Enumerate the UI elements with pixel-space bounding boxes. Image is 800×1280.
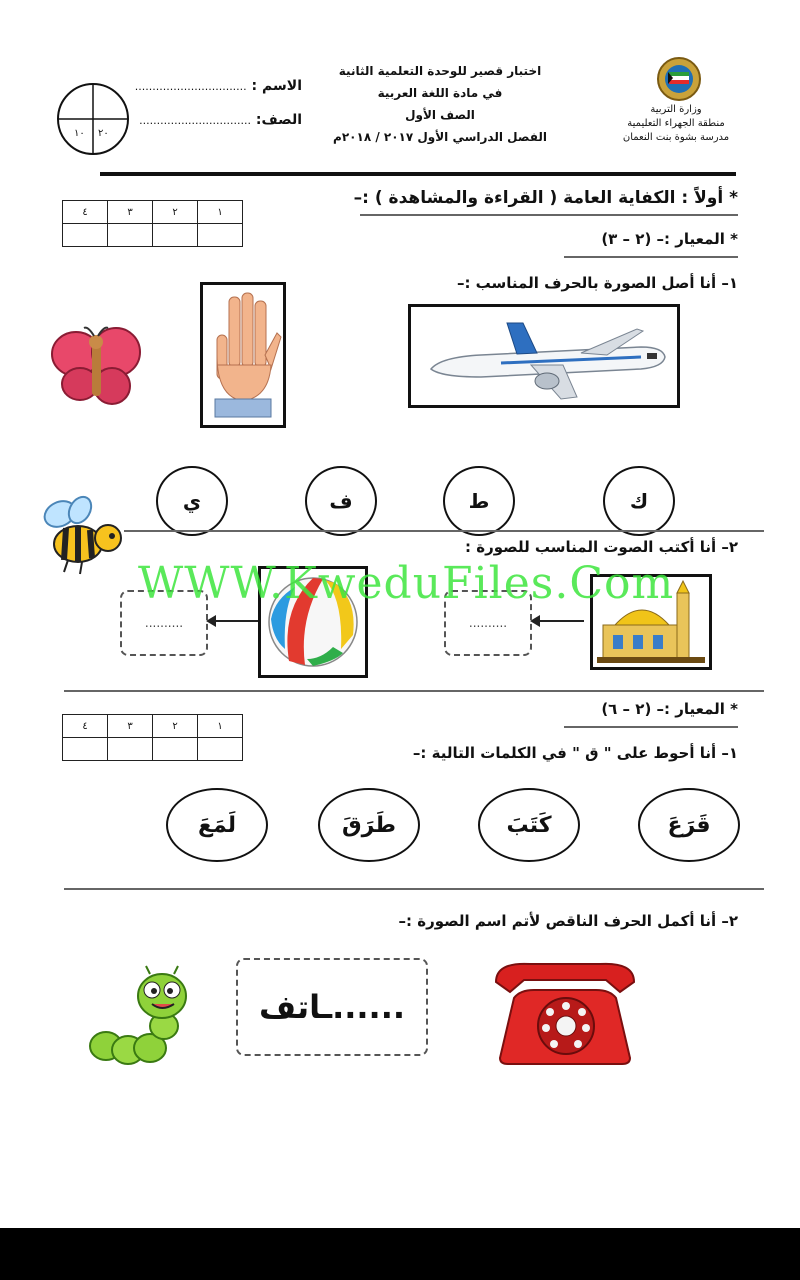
divider-3 <box>64 888 764 890</box>
q1-prompt: ١– أنا أصل الصورة بالحرف المناسب :– <box>456 274 738 292</box>
q2-prompt: ٢– أنا أكتب الصوت المناسب للصورة : <box>465 538 738 556</box>
answer-box-mosque[interactable]: .......... <box>444 590 532 656</box>
class-field[interactable] <box>130 112 302 128</box>
s2-q2-prompt: ٢– أنا أكمل الحرف الناقص لأتم اسم الصورة :– <box>398 912 738 930</box>
grade-table-1 <box>62 200 243 247</box>
school-info <box>606 104 746 143</box>
grade-blank[interactable] <box>108 224 153 247</box>
divider-2 <box>64 690 764 692</box>
divider-1 <box>124 530 764 532</box>
airplane-picture-frame <box>408 304 680 408</box>
watermark: WWW.KweduFiles.Com <box>138 558 675 609</box>
arrow-left-icon <box>206 613 260 632</box>
word-oval-4[interactable]: لَمَعَ <box>166 788 268 862</box>
grade-cell: ٢ <box>153 715 198 738</box>
ministry-name: وزارة التربية <box>650 104 702 115</box>
grade-cell: ١ <box>198 201 243 224</box>
score-max-right: ٢٠ <box>98 128 109 139</box>
exam-title-line-2: في مادة اللغة العربية <box>377 86 503 100</box>
ministry-emblem-icon <box>656 56 702 102</box>
class-label: الصف: <box>255 112 302 128</box>
grade-blank[interactable] <box>63 738 108 761</box>
section1-title-underline <box>360 214 738 216</box>
exam-title-line-1: اختبار قصير للوحدة التعلمية الثانية <box>338 64 542 78</box>
word-oval-3[interactable]: طَرَقَ <box>318 788 420 862</box>
grade-blank[interactable] <box>198 224 243 247</box>
airplane-icon <box>411 307 677 405</box>
name-field[interactable] <box>130 78 302 94</box>
s2-q1-prompt: ١– أنا أحوط على " ق " في الكلمات التالية :– <box>412 744 738 762</box>
header-divider <box>100 172 736 176</box>
score-circle <box>56 82 130 156</box>
grade-blank[interactable] <box>63 224 108 247</box>
grade-table-2 <box>62 714 243 761</box>
grade-cell: ٣ <box>108 715 153 738</box>
hand-icon <box>203 285 283 425</box>
grade-blank[interactable] <box>198 738 243 761</box>
word-oval-2[interactable]: كَتَبَ <box>478 788 580 862</box>
name-dots: ................................ <box>134 80 247 93</box>
exam-title <box>320 60 560 148</box>
letter-oval-3[interactable]: ف <box>305 466 377 536</box>
grade-cell: ٤ <box>63 715 108 738</box>
name-label: الاسم : <box>251 78 302 94</box>
telephone-icon <box>490 958 640 1070</box>
section2-criterion: * المعيار :– (٢ – ٦) <box>601 700 738 718</box>
letter-oval-1[interactable]: ك <box>603 466 675 536</box>
grade-blank[interactable] <box>153 738 198 761</box>
bee-icon <box>38 494 126 580</box>
grade-blank[interactable] <box>153 224 198 247</box>
criterion-underline <box>564 256 738 258</box>
exam-title-line-3: الصف الأول <box>405 108 475 122</box>
letter-oval-2[interactable]: ط <box>443 466 515 536</box>
worm-icon <box>84 964 196 1072</box>
word-oval-1[interactable]: قَرَعَ <box>638 788 740 862</box>
letter-oval-4[interactable]: ي <box>156 466 228 536</box>
bottom-bar <box>0 1228 800 1280</box>
grade-cell: ١ <box>198 715 243 738</box>
complete-word-box[interactable] <box>236 958 428 1056</box>
grade-cell: ٤ <box>63 201 108 224</box>
criterion2-underline <box>564 726 738 728</box>
section1-title: * أولاً : الكفاية العامة ( القراءة والمشاهدة ) :– <box>353 188 738 208</box>
grade-cell: ٢ <box>153 201 198 224</box>
grade-blank[interactable] <box>108 738 153 761</box>
class-dots: ................................ <box>139 114 251 127</box>
butterfly-icon <box>50 322 142 416</box>
incomplete-word: ......ـاتف <box>258 988 405 1026</box>
district-name: منطقة الجهراء التعليمية <box>627 118 725 129</box>
section1-criterion: * المعيار :– (٢ – ٣) <box>601 230 738 248</box>
exam-title-line-4: الفصل الدراسي الأول ٢٠١٧ / ٢٠١٨م <box>333 130 547 144</box>
hand-picture-frame <box>200 282 286 428</box>
arrow-left-icon <box>530 613 584 632</box>
answer-box-ball[interactable]: .......... <box>120 590 208 656</box>
grade-cell: ٣ <box>108 201 153 224</box>
school-name: مدرسة بشوة بنت النعمان <box>622 132 730 143</box>
score-max-left: ١٠ <box>74 128 85 139</box>
